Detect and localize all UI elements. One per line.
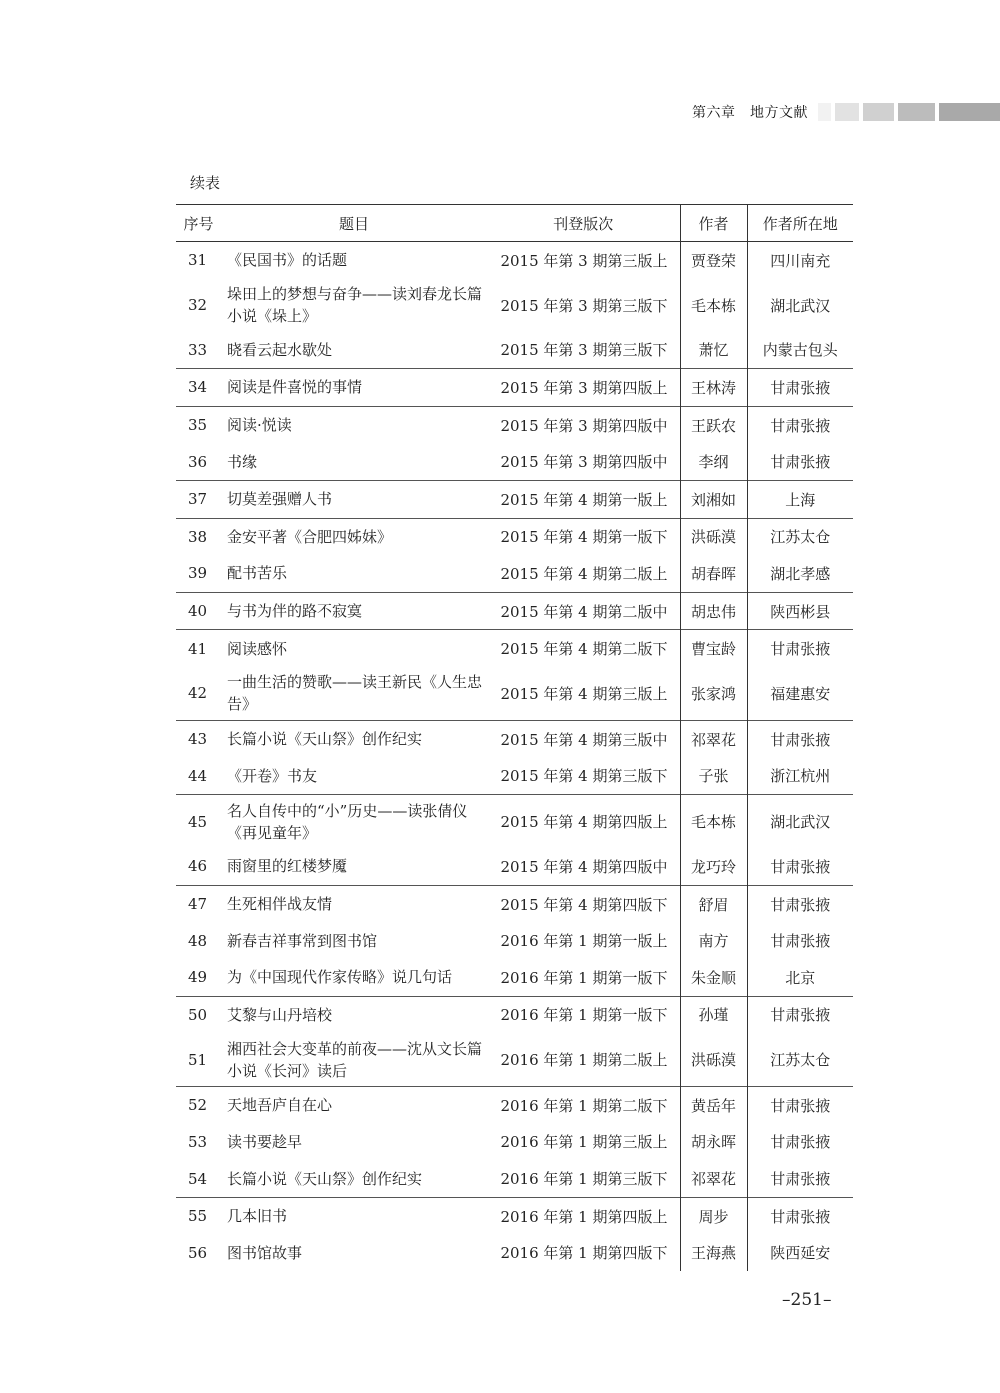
table-row [176, 922, 853, 959]
row-location: 甘肃张掖 [747, 720, 853, 757]
row-number: 55 [176, 1197, 221, 1234]
row-location: 甘肃张掖 [747, 922, 853, 959]
row-issue: 2015 年第 4 期第四版上 [487, 795, 680, 849]
table-header-row [176, 205, 853, 242]
row-number: 52 [176, 1087, 221, 1124]
table-row [176, 592, 853, 630]
row-title: 与书为伴的路不寂寞 [221, 592, 487, 630]
row-title: 切莫差强赠人书 [221, 480, 487, 518]
row-title: 晓看云起水歇处 [227, 340, 333, 359]
row-author: 胡永晖 [680, 1124, 747, 1161]
row-author: 毛本栋 [680, 795, 747, 849]
row-location: 内蒙古包头 [747, 332, 853, 369]
row-author: 孙瑾 [680, 996, 747, 1033]
page-number: –251– [782, 1290, 832, 1310]
table-row [176, 630, 853, 667]
row-number: 33 [187, 340, 208, 359]
row-title: 名人自传中的“小”历史——读张倩仪《再见童年》 [221, 795, 487, 849]
row-author: 李纲 [680, 443, 747, 480]
header-issue: 刊登版次 [487, 205, 680, 242]
row-title: 长篇小说《天山祭》创作纪实 [227, 1169, 423, 1188]
row-number: 36 [187, 452, 208, 471]
row-number: 40 [176, 592, 221, 630]
row-author: 王海燕 [680, 1234, 747, 1271]
row-location: 甘肃张掖 [747, 885, 853, 922]
row-number: 49 [187, 968, 208, 987]
table-body [176, 242, 853, 1272]
row-title: 一曲生活的赞歌——读王新民《人生忠告》 [227, 673, 483, 714]
row-author: 萧忆 [680, 332, 747, 369]
row-number: 43 [176, 720, 221, 757]
row-author: 洪砾漠 [680, 518, 747, 555]
row-number: 46 [187, 857, 208, 876]
row-author: 贾登荣 [680, 242, 747, 279]
row-issue: 2016 年第 1 期第四版上 [487, 1197, 680, 1234]
table-caption: 续表 [190, 174, 221, 192]
row-issue: 2015 年第 4 期第一版上 [487, 480, 680, 518]
header-num: 序号 [176, 205, 221, 242]
row-title: 读书要趁早 [227, 1132, 303, 1151]
table-row [176, 279, 853, 332]
row-author: 祁翠花 [680, 1160, 747, 1197]
row-title: 阅读是件喜悦的事情 [221, 369, 487, 407]
row-issue: 2015 年第 3 期第四版中 [500, 453, 668, 472]
table-row [176, 480, 853, 518]
row-issue: 2015 年第 3 期第三版下 [500, 341, 668, 360]
row-number: 31 [187, 251, 208, 270]
row-author: 黄岳年 [680, 1087, 747, 1124]
header-bar-3 [863, 103, 894, 121]
row-location: 甘肃张掖 [747, 369, 853, 407]
row-title: 垛田上的梦想与奋争——读刘春龙长篇小说《垛上》 [227, 285, 483, 326]
table-row [176, 795, 853, 849]
row-title: 金安平著《合肥四姊妹》 [221, 518, 487, 555]
table-row [176, 848, 853, 885]
table-row [176, 1160, 853, 1197]
table-row [176, 1197, 853, 1234]
row-number: 54 [187, 1169, 208, 1188]
row-issue: 2016 年第 1 期第一版上 [500, 932, 668, 951]
row-location: 甘肃张掖 [747, 630, 853, 667]
row-location: 北京 [747, 959, 853, 996]
row-author: 王跃农 [680, 406, 747, 443]
row-number: 41 [176, 630, 221, 667]
publication-table [176, 204, 853, 1271]
row-issue: 2016 年第 1 期第四版下 [500, 1244, 668, 1263]
row-number: 32 [187, 296, 208, 315]
table-row [176, 758, 853, 795]
row-location: 四川南充 [747, 242, 853, 279]
row-number: 51 [187, 1050, 208, 1069]
row-title: 几本旧书 [221, 1197, 487, 1234]
row-title: 为《中国现代作家传略》说几句话 [227, 968, 453, 987]
row-location: 浙江杭州 [747, 758, 853, 795]
row-author: 洪砾漠 [680, 1033, 747, 1087]
row-issue: 2015 年第 3 期第四版中 [487, 406, 680, 443]
header-author: 作者 [680, 205, 747, 242]
table-row [176, 1033, 853, 1087]
row-issue: 2016 年第 1 期第二版上 [500, 1051, 668, 1070]
table-row [176, 555, 853, 592]
row-author: 胡忠伟 [680, 592, 747, 630]
row-author: 周步 [680, 1197, 747, 1234]
row-author: 胡春晖 [680, 555, 747, 592]
row-location: 甘肃张掖 [747, 1087, 853, 1124]
row-issue: 2016 年第 1 期第三版下 [500, 1170, 668, 1189]
row-number: 45 [176, 795, 221, 849]
row-location: 甘肃张掖 [747, 996, 853, 1033]
table-row [176, 667, 853, 721]
table-row [176, 1234, 853, 1271]
table-row [176, 996, 853, 1033]
row-location: 甘肃张掖 [747, 848, 853, 885]
row-title: 艾黎与山丹培校 [221, 996, 487, 1033]
row-issue: 2015 年第 4 期第二版下 [487, 630, 680, 667]
row-author: 祁翠花 [680, 720, 747, 757]
row-issue: 2015 年第 4 期第四版中 [500, 857, 668, 876]
table-row [176, 332, 853, 369]
table-row [176, 1124, 853, 1161]
row-title: 阅读感怀 [221, 630, 487, 667]
row-issue: 2016 年第 1 期第一版下 [487, 996, 680, 1033]
row-title: 天地吾庐自在心 [221, 1087, 487, 1124]
table-row [176, 369, 853, 407]
chapter-title: 第六章 地方文献 [692, 105, 808, 121]
row-number: 47 [176, 885, 221, 922]
row-location: 湖北武汉 [747, 279, 853, 332]
header-title: 题目 [221, 205, 487, 242]
row-number: 35 [176, 406, 221, 443]
row-issue: 2015 年第 4 期第一版下 [487, 518, 680, 555]
table-row [176, 720, 853, 757]
row-location: 陕西彬县 [747, 592, 853, 630]
row-author: 南方 [680, 922, 747, 959]
row-number: 50 [176, 996, 221, 1033]
row-location: 甘肃张掖 [747, 1160, 853, 1197]
table-row [176, 406, 853, 443]
row-author: 子张 [680, 758, 747, 795]
row-location: 甘肃张掖 [747, 406, 853, 443]
table-row [176, 1087, 853, 1124]
row-number: 48 [187, 931, 208, 950]
header-bar-5 [939, 103, 1000, 121]
row-issue: 2016 年第 1 期第三版上 [500, 1133, 668, 1152]
row-title: 《开卷》书友 [227, 766, 318, 785]
header-bar-1 [818, 103, 831, 121]
row-number: 34 [176, 369, 221, 407]
row-issue: 2015 年第 4 期第二版上 [500, 564, 668, 583]
row-number: 56 [187, 1243, 208, 1262]
row-issue: 2015 年第 4 期第三版中 [487, 720, 680, 757]
header-bar-2 [835, 103, 859, 121]
row-location: 江苏太仓 [747, 1033, 853, 1087]
row-title: 阅读·悦读 [221, 406, 487, 443]
row-author: 张家鸿 [680, 667, 747, 721]
row-number: 44 [187, 766, 208, 785]
row-title: 生死相伴战友情 [221, 885, 487, 922]
row-author: 舒眉 [680, 885, 747, 922]
table-row [176, 518, 853, 555]
table-row [176, 242, 853, 279]
row-title: 《民国书》的话题 [227, 251, 348, 270]
row-location: 甘肃张掖 [747, 443, 853, 480]
row-author: 王林涛 [680, 369, 747, 407]
row-number: 37 [176, 480, 221, 518]
header-location: 作者所在地 [747, 205, 853, 242]
table-row [176, 443, 853, 480]
row-issue: 2015 年第 3 期第三版上 [500, 251, 668, 270]
row-number: 53 [187, 1132, 208, 1151]
row-location: 陕西延安 [747, 1234, 853, 1271]
header-bar-4 [898, 103, 935, 121]
row-author: 龙巧玲 [680, 848, 747, 885]
row-title: 书缘 [227, 452, 258, 471]
row-author: 朱金顺 [680, 959, 747, 996]
row-title: 图书馆故事 [227, 1243, 303, 1262]
row-number: 42 [187, 684, 208, 703]
row-author: 毛本栋 [680, 279, 747, 332]
row-location: 上海 [747, 480, 853, 518]
row-issue: 2015 年第 4 期第二版中 [487, 592, 680, 630]
row-title: 长篇小说《天山祭》创作纪实 [221, 720, 487, 757]
row-issue: 2015 年第 3 期第四版上 [487, 369, 680, 407]
row-title: 配书苦乐 [227, 564, 288, 583]
row-issue: 2015 年第 3 期第三版下 [500, 296, 668, 315]
row-author: 刘湘如 [680, 480, 747, 518]
row-issue: 2016 年第 1 期第一版下 [500, 968, 668, 987]
row-number: 39 [187, 564, 208, 583]
row-location: 江苏太仓 [747, 518, 853, 555]
row-location: 福建惠安 [747, 667, 853, 721]
row-issue: 2015 年第 4 期第四版下 [487, 885, 680, 922]
table-row [176, 959, 853, 996]
row-title: 雨窗里的红楼梦魇 [227, 857, 348, 876]
row-issue: 2015 年第 4 期第三版上 [500, 684, 668, 703]
row-location: 湖北武汉 [747, 795, 853, 849]
row-title: 新春吉祥事常到图书馆 [227, 931, 378, 950]
row-issue: 2016 年第 1 期第二版下 [487, 1087, 680, 1124]
row-issue: 2015 年第 4 期第三版下 [500, 767, 668, 786]
row-location: 甘肃张掖 [747, 1197, 853, 1234]
row-number: 38 [176, 518, 221, 555]
row-location: 甘肃张掖 [747, 1124, 853, 1161]
row-author: 曹宝龄 [680, 630, 747, 667]
row-title: 湘西社会大变革的前夜——沈从文长篇小说《长河》读后 [227, 1039, 483, 1080]
table-row [176, 885, 853, 922]
row-location: 湖北孝感 [747, 555, 853, 592]
